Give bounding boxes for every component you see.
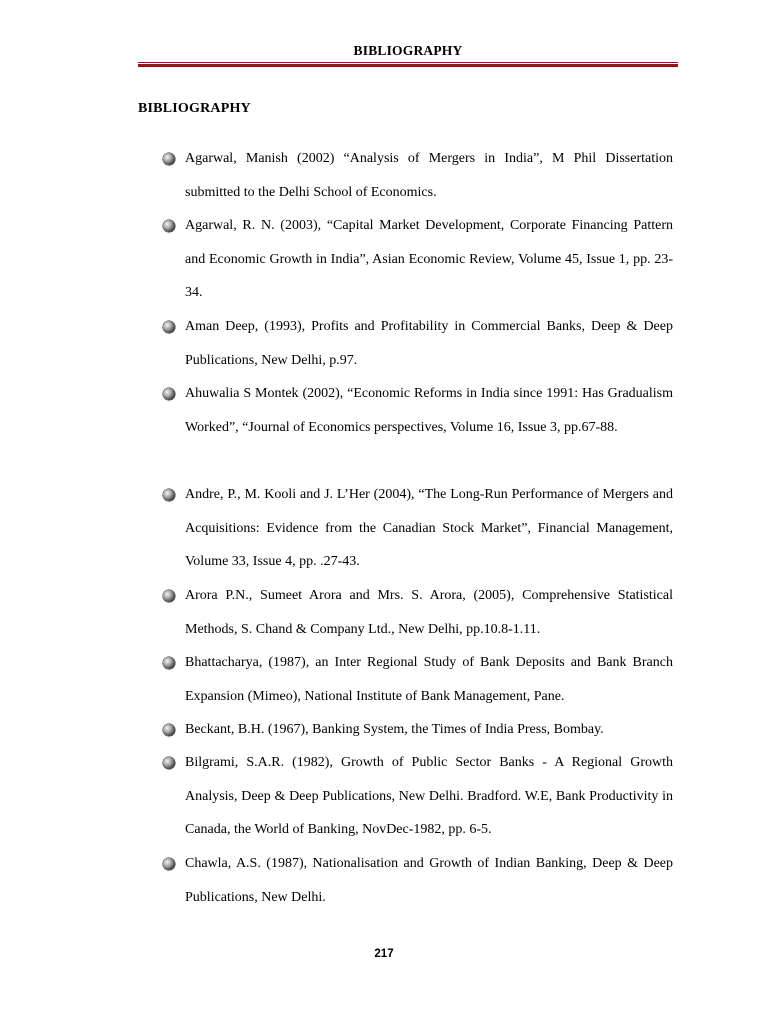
bibliography-entry-text: Chawla, A.S. (1987), Nationalisation and Growth of Indian Banking, Deep & Deep Publications, New Delhi.	[185, 856, 673, 905]
sphere-bullet-icon	[163, 388, 175, 400]
bibliography-entry-text: Andre, P., M. Kooli and J. L’Her (2004), “The Long-Run Performance of Mergers and Acquisitions: Evidence from the Canadian Stock Market”, Financial Management, Volume 33, Issue 4, pp. .27-43.	[185, 487, 673, 570]
running-header: BIBLIOGRAPHY	[353, 43, 463, 58]
bibliography-entry-1	[185, 142, 673, 209]
sphere-bullet-icon	[163, 657, 175, 669]
bibliography-entry-3	[185, 310, 673, 377]
sphere-bullet-icon	[163, 321, 175, 333]
sphere-bullet-icon	[163, 858, 175, 870]
bibliography-entry-6	[185, 579, 673, 646]
sphere-bullet-icon	[163, 220, 175, 232]
bibliography-entry-text: Bilgrami, S.A.R. (1982), Growth of Public Sector Banks - A Regional Growth Analysis, Deep & Deep Publications, New Delhi. Bradford. W.E, Bank Productivity in Canada, the World of Banking, NovDec-1982, pp. 6-5.	[185, 755, 673, 838]
bibliography-entry-2	[185, 209, 673, 310]
sphere-bullet-icon	[163, 489, 175, 501]
page-number: 217	[374, 948, 394, 960]
bibliography-entry-10	[185, 847, 673, 914]
sphere-bullet-icon	[163, 757, 175, 769]
bibliography-entry-4	[185, 377, 673, 444]
bibliography-entry-7	[185, 646, 673, 713]
bibliography-entry-text: Aman Deep, (1993), Profits and Profitability in Commercial Banks, Deep & Deep Publications, New Delhi, p.97.	[185, 319, 673, 368]
sphere-bullet-icon	[163, 590, 175, 602]
bibliography-entry-text: Beckant, B.H. (1967), Banking System, the Times of India Press, Bombay.	[185, 722, 604, 737]
section-title: BIBLIOGRAPHY	[138, 101, 251, 116]
bibliography-entry-text: Ahuwalia S Montek (2002), “Economic Reforms in India since 1991: Has Gradualism Worked”, “Journal of Economics perspectives, Volume 16, Issue 3, pp.67-88.	[185, 386, 673, 435]
bibliography-entry-text: Agarwal, R. N. (2003), “Capital Market Development, Corporate Financing Pattern and Economic Growth in India”, Asian Economic Review, Volume 45, Issue 1, pp. 23- 34.	[185, 218, 673, 301]
bibliography-entry-9	[185, 746, 673, 847]
sphere-bullet-icon	[163, 153, 175, 165]
sphere-bullet-icon	[163, 724, 175, 736]
bibliography-entry-text: Bhattacharya, (1987), an Inter Regional Study of Bank Deposits and Bank Branch Expansion (Mimeo), National Institute of Bank Management, Pane.	[185, 655, 673, 704]
bibliography-entry-text: Arora P.N., Sumeet Arora and Mrs. S. Arora, (2005), Comprehensive Statistical Methods, S. Chand & Company Ltd., New Delhi, pp.10.8-1.11.	[185, 588, 673, 637]
bibliography-entry-5	[185, 478, 673, 579]
bibliography-entry-8	[185, 713, 673, 747]
bibliography-entry-text: Agarwal, Manish (2002) “Analysis of Mergers in India”, M Phil Dissertation submitted to the Delhi School of Economics.	[185, 151, 673, 200]
